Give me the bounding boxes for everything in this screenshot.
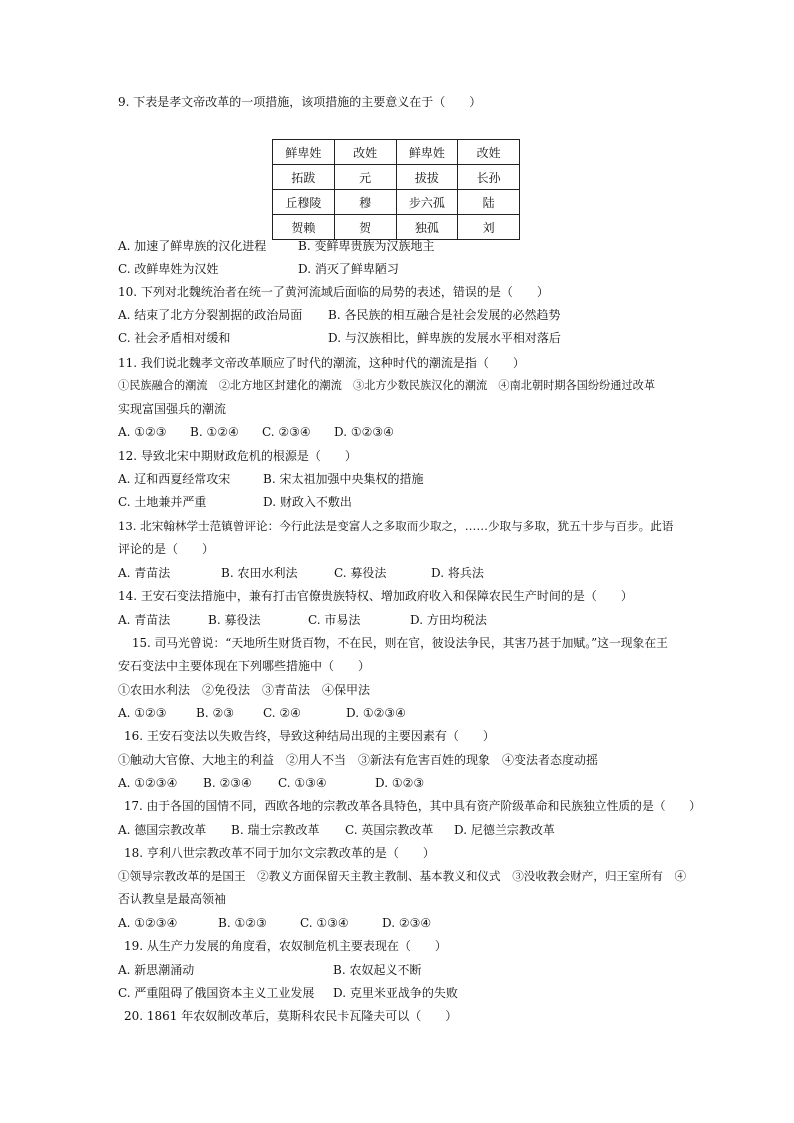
option-a: A. 辽和西夏经常攻宋 [118, 472, 231, 486]
option-a: A. ①②③④ [118, 916, 178, 930]
question-11-items-line1: ①民族融合的潮流 ②北方地区封建化的潮流 ③北方少数民族汉化的潮流 ④南北朝时期各国纷纷通过改革 [118, 379, 656, 392]
option-d: D. ②③④ [382, 916, 432, 930]
question-16-items: ①触动大官僚、大地主的利益 ②用人不当 ③新法有危害百姓的现象 ④变法者态度动摇 [118, 753, 599, 767]
option-a: A. 德国宗教改革 [118, 823, 207, 837]
option-c: C. ①③④ [278, 776, 327, 790]
option-c: C. 土地兼并严重 [118, 495, 207, 509]
option-b: B. 宋太祖加强中央集权的措施 [263, 472, 424, 486]
table-row [273, 190, 520, 215]
option-b: B. ②③④ [203, 776, 252, 790]
table-row [273, 140, 520, 165]
question-15-stem-line2: 安石变法中主要体现在下列哪些措施中（ ） [118, 659, 371, 673]
table-cell: 陆 [458, 190, 520, 215]
option-c: C. 社会矛盾相对缓和 [118, 331, 231, 345]
question-15-items: ①农田水利法 ②免役法 ③青苗法 ④保甲法 [118, 683, 371, 697]
table-cell: 贺 [334, 215, 396, 240]
table-cell: 穆 [334, 190, 396, 215]
option-b: B. 瑞士宗教改革 [231, 823, 320, 837]
option-d: D. ①②③④ [334, 425, 394, 439]
question-18-stem: 18. 亨利八世宗教改革不同于加尔文宗教改革的是（ ） [124, 846, 435, 860]
table-cell: 拓跋 [273, 165, 335, 190]
option-c: C. 募役法 [334, 566, 387, 580]
option-c: C. 英国宗教改革 [345, 823, 434, 837]
option-a: A. 青苗法 [118, 566, 171, 580]
option-c: C. ②④ [263, 706, 301, 720]
option-c: C. 改鲜卑姓为汉姓 [118, 262, 219, 276]
table-cell: 步六孤 [396, 190, 458, 215]
option-d: D. 尼德兰宗教改革 [454, 823, 555, 837]
option-b: B. 募役法 [208, 613, 261, 627]
option-a: A. 青苗法 [118, 613, 171, 627]
option-b: B. ①②④ [190, 425, 239, 439]
question-11-items-line2: 实现富国强兵的潮流 [118, 402, 227, 416]
question-13-stem-line1: 13. 北宋翰林学士范镇曾评论：今行此法是变富人之多取而少取之，……少取与多取，犹五十步与百步。此语 [118, 519, 674, 533]
table-cell: 独孤 [396, 215, 458, 240]
table-header-cell: 改姓 [458, 140, 520, 165]
question-16-stem: 16. 王安石变法以失败告终，导致这种结局出现的主要因素有（ ） [124, 729, 495, 743]
table-cell: 拔拔 [396, 165, 458, 190]
option-a: A. ①②③ [118, 425, 167, 439]
option-a: A. ①②③ [118, 706, 167, 720]
option-b: B. ①②③ [218, 916, 267, 930]
option-a: A. 新思潮涌动 [118, 963, 195, 977]
option-b: B. ②③ [196, 706, 234, 720]
option-d: D. 财政入不敷出 [263, 495, 352, 509]
table-cell: 元 [334, 165, 396, 190]
question-19-stem: 19. 从生产力发展的角度看，农奴制危机主要表现在（ ） [124, 939, 447, 953]
option-b: B. 变鲜卑贵族为汉族地主 [298, 239, 435, 253]
question-18-items-line1: ①领导宗教改革的是国王 ②教义方面保留天主教主教制、基本教义和仪式 ③没收教会财产，归王室所有 ④ [118, 869, 687, 883]
question-14-stem: 14. 王安石变法措施中，兼有打击官僚贵族特权、增加政府收入和保障农民生产时间的是（ ） [118, 589, 633, 603]
question-9-stem: 9. 下表是孝文帝改革的一项措施，该项措施的主要意义在于（ ） [118, 95, 482, 109]
option-b: B. 农奴起义不断 [333, 963, 422, 977]
table-cell: 贺赖 [273, 215, 335, 240]
table-row [273, 215, 520, 240]
option-d: D. 方田均税法 [410, 613, 487, 627]
table-header-cell: 鲜卑姓 [396, 140, 458, 165]
question-20-stem: 20. 1861 年农奴制改革后，莫斯科农民卡瓦隆夫可以（ ） [124, 1009, 458, 1023]
question-13-stem-line2: 评论的是（ ） [118, 542, 215, 556]
option-b: B. 农田水利法 [221, 566, 298, 580]
table-header-cell: 改姓 [334, 140, 396, 165]
question-10-stem: 10. 下列对北魏统治者在统一了黄河流域后面临的局势的表述，错误的是（ ） [118, 285, 549, 299]
question-18-items-line2: 否认教皇是最高领袖 [118, 892, 227, 906]
option-a: A. 结束了北方分裂割据的政治局面 [118, 308, 303, 322]
option-d: D. ①②③④ [346, 706, 406, 720]
option-b: B. 各民族的相互融合是社会发展的必然趋势 [328, 308, 561, 322]
option-d: D. 将兵法 [431, 566, 484, 580]
table-cell: 刘 [458, 215, 520, 240]
table-cell: 丘穆陵 [273, 190, 335, 215]
question-11-stem: 11. 我们说北魏孝文帝改革顺应了时代的潮流，这种时代的潮流是指（ ） [118, 356, 525, 370]
question-15-stem-line1: 15. 司马光曾说：“天地所生财货百物，不在民，则在官，彼设法争民，其害乃甚于加赋。”这一现象在王 [132, 636, 668, 650]
option-d: D. ①②③ [375, 776, 425, 790]
option-a: A. ①②③④ [118, 776, 178, 790]
option-c: C. 严重阻碍了俄国资本主义工业发展 [118, 986, 315, 1000]
surname-table [272, 139, 520, 240]
question-12-stem: 12. 导致北宋中期财政危机的根源是（ ） [118, 449, 357, 463]
option-d: D. 与汉族相比，鲜卑族的发展水平相对落后 [328, 331, 561, 345]
question-17-stem: 17. 由于各国的国情不同，西欧各地的宗教改革各具特色，其中具有资产阶级革命和民族独立性质的是（ ） [124, 799, 701, 813]
table-row [273, 165, 520, 190]
option-c: C. 市易法 [308, 613, 361, 627]
option-c: C. ①③④ [300, 916, 349, 930]
option-c: C. ②③④ [262, 425, 311, 439]
option-d: D. 消灭了鲜卑陋习 [298, 262, 399, 276]
table-cell: 长孙 [458, 165, 520, 190]
table-header-cell: 鲜卑姓 [273, 140, 335, 165]
option-d: D. 克里米亚战争的失败 [333, 986, 458, 1000]
option-a: A. 加速了鲜卑族的汉化进程 [118, 239, 267, 253]
